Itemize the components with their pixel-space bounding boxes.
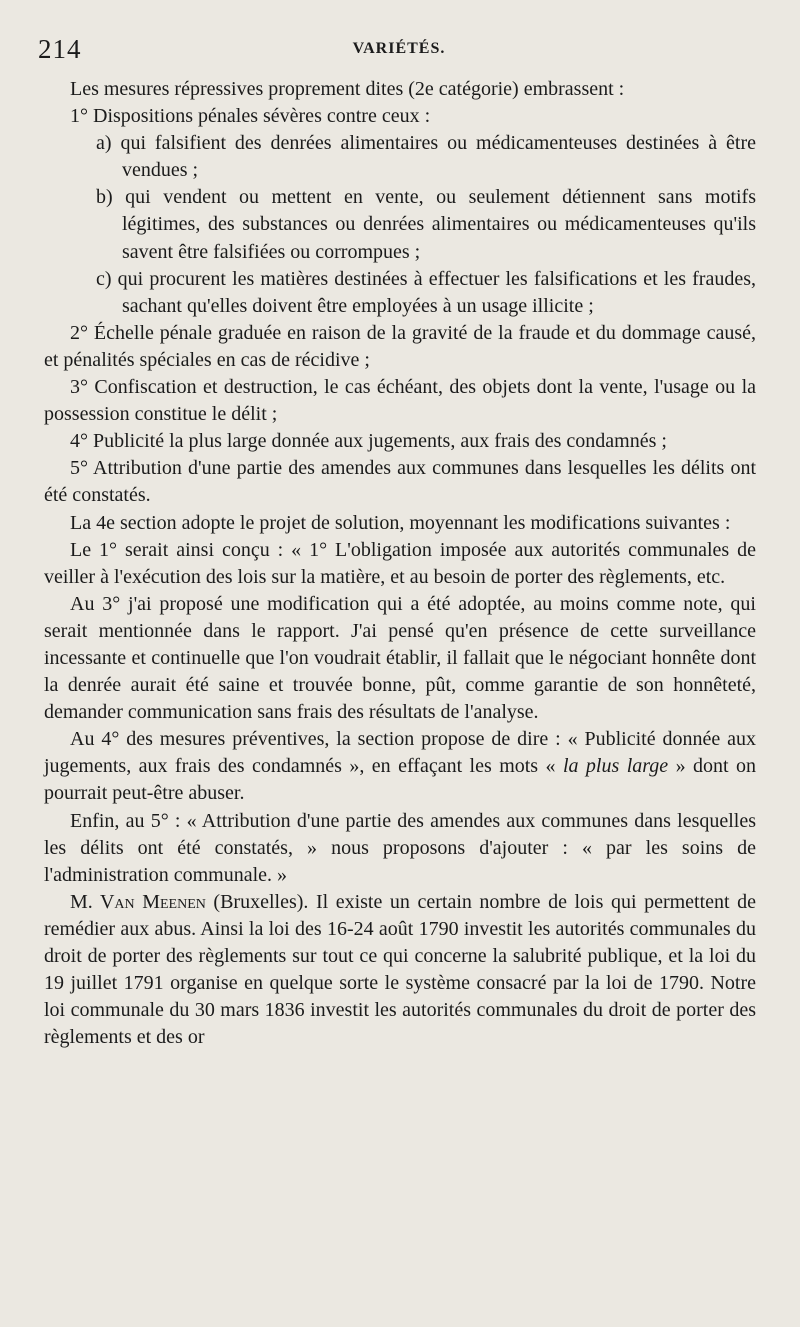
paragraph: Le 1° serait ainsi conçu : « 1° L'obligation imposée aux autorités communales de veiller à l'exécution des lois sur la matière, et au besoin de porter des règlements, etc. <box>44 538 756 588</box>
page-body <box>44 76 756 1051</box>
paragraph-text: Au 4° des mesures préventives, la section propose de dire : « Publicité donnée aux jugements, aux frais des condamnés », en effaçant les mots « <box>44 728 756 778</box>
paragraph: Enfin, au 5° : « Attribution d'une partie des amendes aux communes dans lesquelles les délits ont été constatés, » nous proposons d'ajouter : « par les soins de l'administration communale. » <box>44 809 756 886</box>
speaker-name: M. Van Meenen <box>70 890 206 913</box>
italic-quote: la plus large <box>562 755 669 778</box>
running-title: VARIÉTÉS. <box>352 40 446 57</box>
paragraph: La 4e section adopte le projet de solution, moyennant les modifications suivantes : <box>70 511 731 534</box>
list-item: 2° Échelle pénale graduée en raison de la gravité de la fraude et du dommage causé, et pénalités spéciales en cas de récidive ; <box>44 321 756 371</box>
list-item: a) qui falsifient des denrées alimentaires ou médicamenteuses destinées à être vendues ; <box>96 132 756 182</box>
paragraph-text: » dont on pourrait peut-être abuser. <box>44 755 757 805</box>
page-number: 214 <box>38 34 82 64</box>
paragraph: Au 3° j'ai proposé une modification qui a été adoptée, au moins comme note, qui serait mentionnée dans le rapport. J'ai pensé qu'en présence de cette surveillance incessante et continuelle que l'on voudrait établir, il fallait que le négociant honnête dont la denrée aurait été saine et trouvée bonne, pût, comme garantie de son honnêteté, demander communication sans frais des résultats de l'analyse. <box>44 592 756 724</box>
paragraph: Les mesures répressives proprement dites (2e catégorie) embrassent : <box>70 78 625 100</box>
list-item: 4° Publicité la plus large donnée aux jugements, aux frais des condamnés ; <box>70 430 667 453</box>
paragraph <box>44 889 756 1052</box>
list-item: 5° Attribution d'une partie des amendes aux communes dans lesquelles les délits ont été constatés. <box>44 457 756 507</box>
list-item: c) qui procurent les matières destinées à effectuer les falsifications et les fraudes, sachant qu'elles doivent être employées à un usage illicite ; <box>96 267 756 317</box>
paragraph <box>44 726 756 807</box>
list-item: b) qui vendent ou mettent en vente, ou seulement détiennent sans motifs légitimes, des substances ou denrées alimentaires ou médicamenteuses qu'ils savent être falsifiées ou corrompues ; <box>96 186 756 263</box>
list-item: 3° Confiscation et destruction, le cas échéant, des objets dont la vente, l'usage ou la possession constitue le délit ; <box>44 376 756 426</box>
page-header <box>38 34 760 64</box>
paragraph-text: (Bruxelles). Il existe un certain nombre de lois qui permettent de remédier aux abus. Ainsi la loi des 16-24 août 1790 investit les autorités communales du droit de porter des règlements sur tout ce qui concerne la salubrité publique, et la loi du 19 juillet 1791 organise en quelque sorte le système consacré par la loi de 1790. Notre loi communale du 30 mars 1836 investit les autorités communales du droit de porter des règlements et des or <box>44 890 757 1049</box>
list-item: 1° Dispositions pénales sévères contre ceux : <box>70 105 431 128</box>
